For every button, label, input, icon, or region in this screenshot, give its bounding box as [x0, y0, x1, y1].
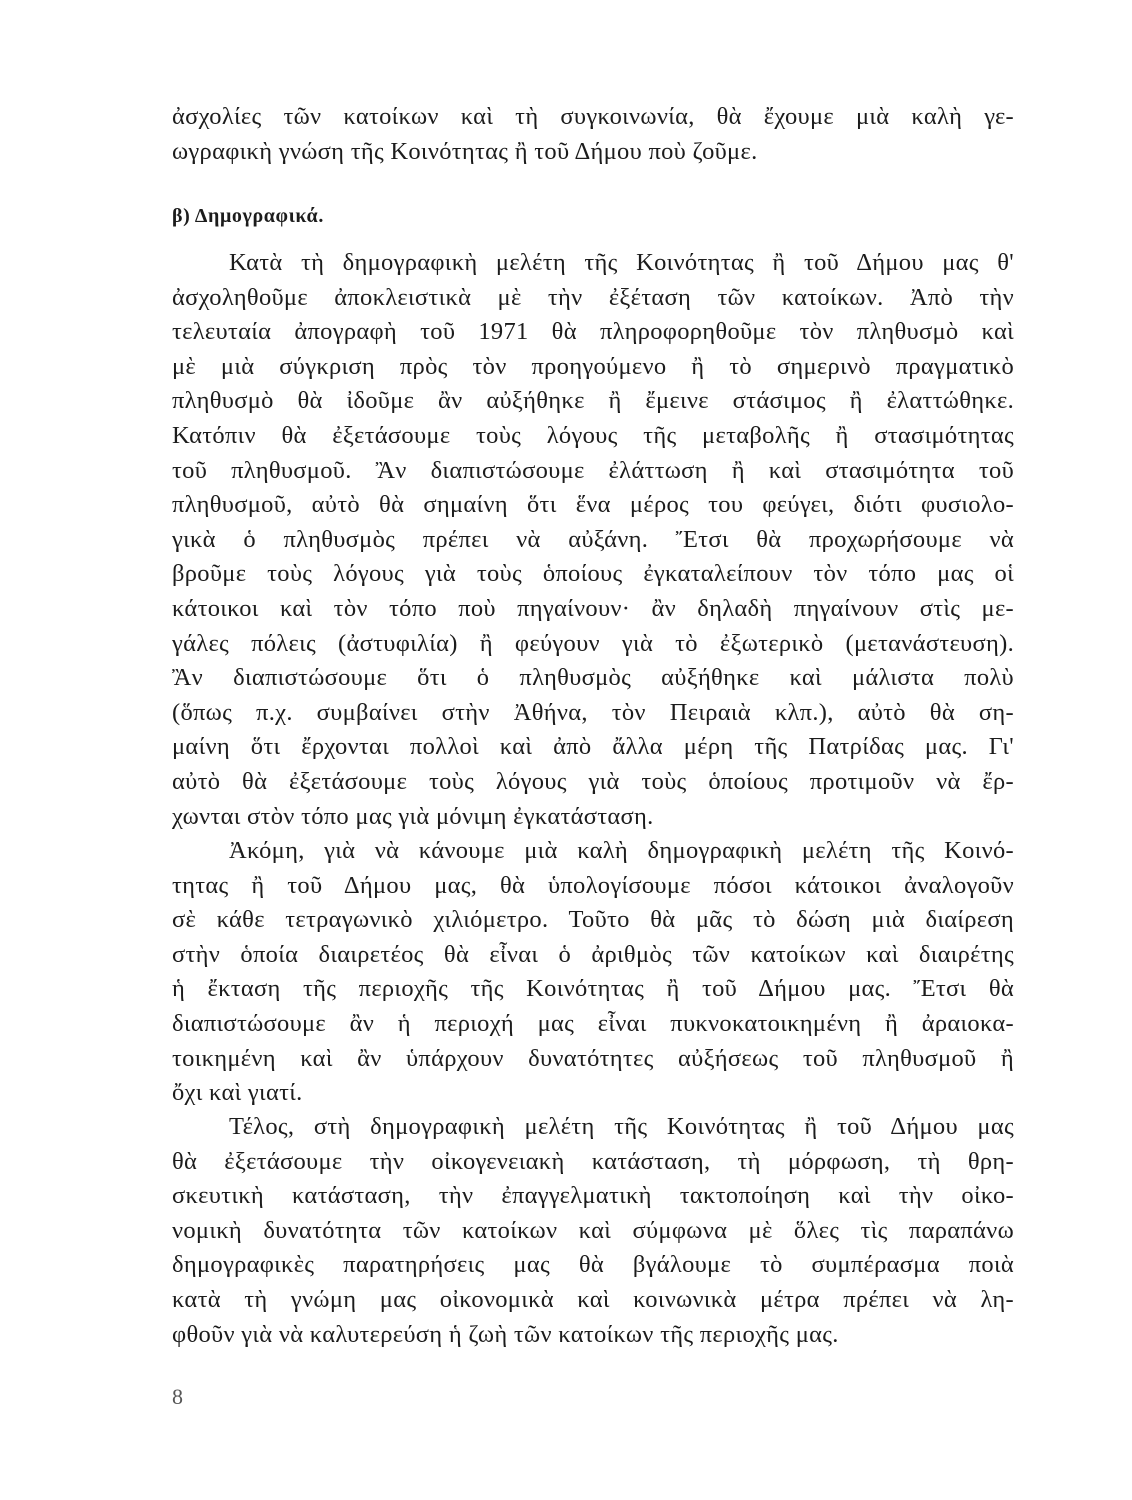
intro-text [172, 100, 1014, 169]
paragraph-1 [172, 246, 1014, 834]
text-line: γάλες πόλεις (ἀστυφιλία) ἢ φεύγουν γιὰ τὸ ἐξωτερικὸ (μετανάστευση). [172, 629, 1014, 657]
text-line: τελευταία ἀπογραφὴ τοῦ 1971 θὰ πληροφορηθοῦμε τὸν πληθυσμὸ καὶ [172, 318, 1014, 346]
text-line: Ἀκόμη, γιὰ νὰ κάνουμε μιὰ καλὴ δημογραφικὴ μελέτη τῆς Κοινό- [229, 837, 1014, 864]
text-line: Τέλος, στὴ δημογραφικὴ μελέτη τῆς Κοινότητας ἢ τοῦ Δήμου μας [229, 1113, 1014, 1140]
text-line: ὄχι καὶ γιατί. [172, 1079, 303, 1107]
text-line: Κατόπιν θὰ ἐξετάσουμε τοὺς λόγους τῆς μεταβολῆς ἢ στασιμότητας [172, 421, 1014, 449]
text-line: κάτοικοι καὶ τὸν τόπο ποὺ πηγαίνουν· ἂν δηλαδὴ πηγαίνουν στὶς με- [172, 594, 1014, 622]
text-line: μαίνη ὅτι ἔρχονται πολλοὶ καὶ ἀπὸ ἄλλα μέρη τῆς Πατρίδας μας. Γι' [172, 733, 1014, 761]
text-line: διαπιστώσουμε ἂν ἡ περιοχή μας εἶναι πυκνοκατοικημένη ἢ ἀραιοκα- [172, 1009, 1014, 1037]
text-line: ἀσχοληθοῦμε ἀποκλειστικὰ μὲ τὴν ἐξέταση τῶν κατοίκων. Ἀπὸ τὴν [172, 283, 1014, 311]
text-line: τοῦ πληθυσμοῦ. Ἂν διαπιστώσουμε ἐλάττωση ἢ καὶ στασιμότητα τοῦ [172, 456, 1014, 484]
text-line: σκευτικὴ κατάσταση, τὴν ἐπαγγελματικὴ τακτοποίηση καὶ τὴν οἰκο- [172, 1182, 1014, 1210]
text-line: ἀσχολίες τῶν κατοίκων καὶ τὴ συγκοινωνία, θὰ ἔχουμε μιὰ καλὴ γε- [172, 103, 1014, 130]
paragraph-2 [172, 834, 1014, 1111]
text-line: τοικημένη καὶ ἂν ὑπάρχουν δυνατότητες αὐξήσεως τοῦ πληθυσμοῦ ἢ [172, 1044, 1014, 1072]
text-line: πληθυσμοῦ, αὐτὸ θὰ σημαίνη ὅτι ἕνα μέρος του φεύγει, διότι φυσιολο- [172, 491, 1014, 519]
section-heading: β) Δημογραφικά. [172, 205, 324, 227]
text-line: φθοῦν γιὰ νὰ καλυτερεύση ἡ ζωὴ τῶν κατοίκων τῆς περιοχῆς μας. [172, 1320, 839, 1348]
text-line: στὴν ὁποία διαιρετέος θὰ εἶναι ὁ ἀριθμὸς τῶν κατοίκων καὶ διαιρέτης [172, 940, 1014, 968]
text-line: θὰ ἐξετάσουμε τὴν οἰκογενειακὴ κατάσταση, τὴ μόρφωση, τὴ θρη- [172, 1147, 1014, 1175]
text-line: μὲ μιὰ σύγκριση πρὸς τὸν προηγούμενο ἢ τὸ σημερινὸ πραγματικὸ [172, 352, 1014, 380]
text-line: ωγραφικὴ γνώση τῆς Κοινότητας ἢ τοῦ Δήμου ποὺ ζοῦμε. [172, 137, 758, 165]
text-line: βροῦμε τοὺς λόγους γιὰ τοὺς ὁποίους ἐγκαταλείπουν τὸν τόπο μας οἱ [172, 560, 1014, 588]
text-line: δημογραφικὲς παρατηρήσεις μας θὰ βγάλουμε τὸ συμπέρασμα ποιὰ [172, 1251, 1014, 1279]
text-line: Ἂν διαπιστώσουμε ὅτι ὁ πληθυσμὸς αὐξήθηκε καὶ μάλιστα πολὺ [172, 664, 1014, 692]
text-line: γικὰ ὁ πληθυσμὸς πρέπει νὰ αὐξάνη. Ἔτσι θὰ προχωρήσουμε νὰ [172, 525, 1014, 553]
page-number: 8 [172, 1384, 183, 1409]
text-line: σὲ κάθε τετραγωνικὸ χιλιόμετρο. Τοῦτο θὰ μᾶς τὸ δώση μιὰ διαίρεση [172, 906, 1014, 934]
text-line: ἡ ἔκταση τῆς περιοχῆς τῆς Κοινότητας ἢ τοῦ Δήμου μας. Ἔτσι θὰ [172, 975, 1014, 1003]
text-line: χωνται στὸν τόπο μας γιὰ μόνιμη ἐγκατάσταση. [172, 802, 654, 830]
text-line: πληθυσμὸ θὰ ἰδοῦμε ἂν αὐξήθηκε ἢ ἔμεινε στάσιμος ἢ ἐλαττώθηκε. [172, 387, 1014, 415]
text-line: Κατὰ τὴ δημογραφικὴ μελέτη τῆς Κοινότητας ἢ τοῦ Δήμου μας θ' [229, 249, 1014, 276]
text-line: κατὰ τὴ γνώμη μας οἰκονομικὰ καὶ κοινωνικὰ μέτρα πρέπει νὰ λη- [172, 1285, 1014, 1313]
text-line: αὐτὸ θὰ ἐξετάσουμε τοὺς λόγους γιὰ τοὺς ὁποίους προτιμοῦν νὰ ἔρ- [172, 767, 1014, 795]
text-line: (ὅπως π.χ. συμβαίνει στὴν Ἀθήνα, τὸν Πειραιὰ κλπ.), αὐτὸ θὰ ση- [172, 698, 1014, 726]
text-line: τητας ἢ τοῦ Δήμου μας, θὰ ὑπολογίσουμε πόσοι κάτοικοι ἀναλογοῦν [172, 871, 1014, 899]
text-line: νομικὴ δυνατότητα τῶν κατοίκων καὶ σύμφωνα μὲ ὅλες τὶς παραπάνω [172, 1216, 1014, 1244]
paragraph-3 [172, 1110, 1014, 1352]
